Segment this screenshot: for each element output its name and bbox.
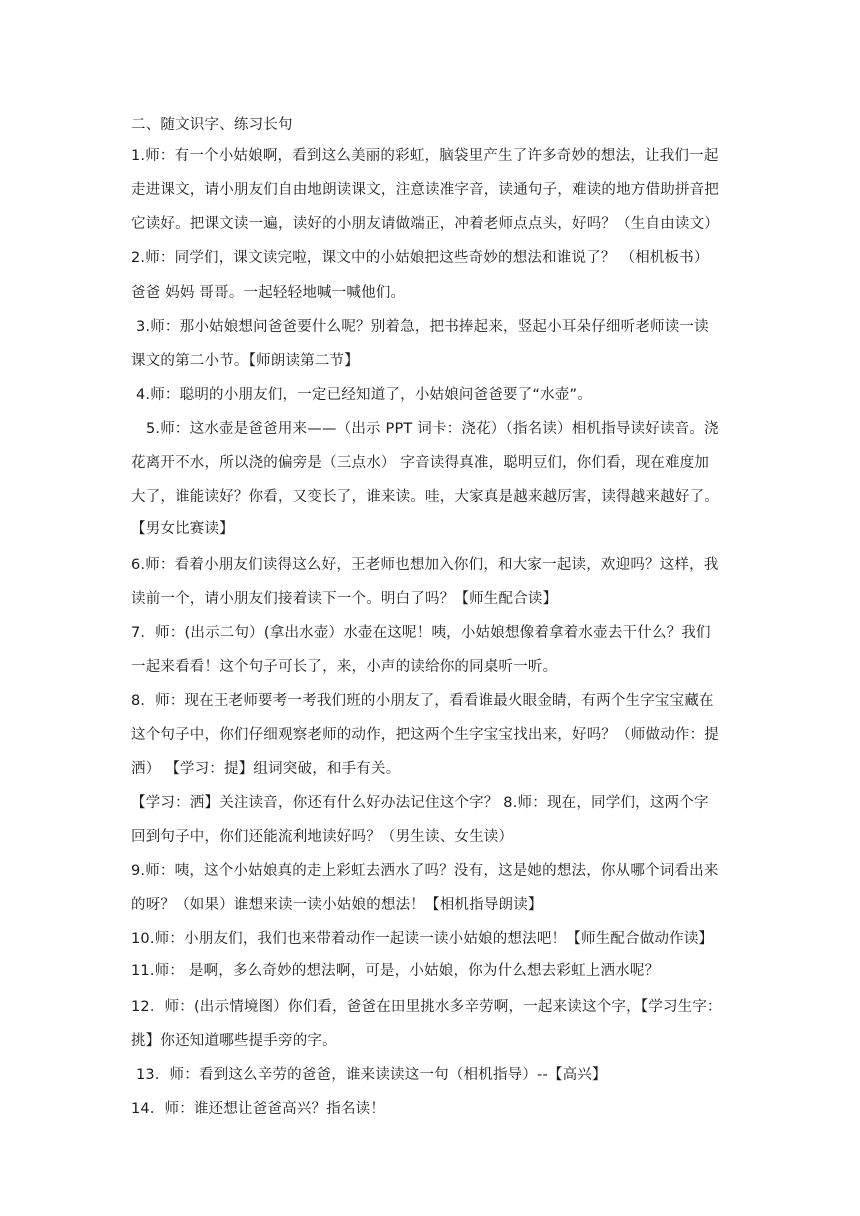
text-line: 【男女比赛读】	[131, 521, 234, 537]
text-line: 7．师：(出示二句）(拿出水壶）水壶在这呢！咦，小姑娘想像着拿着水壶去干什么？我们	[131, 625, 711, 641]
text-line: 花离开不水，所以浇的偏旁是（三点水） 字音读得真准，聪明豆们，你们看，现在难度加	[131, 455, 710, 471]
text-line: 5.师：这水壶是爸爸用来——（出示 PPT 词卡：浇花）（指名读）相机指导读好读音。浇	[146, 421, 719, 437]
text-line: 9.师：咦，这个小姑娘真的走上彩虹去洒水了吗？没有，这是她的想法，你从哪个词看出来	[131, 863, 719, 879]
text-line: 12．师：(出示情境图）你们看，爸爸在田里挑水多辛劳啊，一起来读这个字，【学习生字：	[131, 999, 722, 1015]
section-heading: 二、随文识字、练习长句	[131, 117, 293, 133]
text-line: 洒） 【学习：提】组词突破，和手有关。	[131, 761, 401, 777]
text-line: 10.师：小朋友们，我们也来带着动作一起读一读小姑娘的想法吧！【师生配合做动作读】	[131, 931, 714, 947]
text-line: 读前一个，请小朋友们接着读下一个。明白了吗？【师生配合读】	[131, 591, 558, 607]
text-line: 11.师： 是啊，多么奇妙的想法啊，可是，小姑娘，你为什么想去彩虹上洒水呢？	[131, 963, 660, 979]
text-line: 走进课文，请小朋友们自由地朗读课文，注意读准字音，读通句子，难读的地方借助拼音把	[131, 182, 719, 198]
text-line: 回到句子中，你们还能流利地读好吗？（男生读、女生读）	[131, 829, 514, 845]
text-line: 一起来看看！这个句子可长了，来，小声的读给你的同桌听一听。	[131, 659, 558, 675]
text-line: 它读好。把课文读一遍，读好的小朋友请做端正，冲着老师点点头，好吗？（生自由读文）	[131, 216, 719, 232]
text-line: 2.师：同学们，课文读完啦，课文中的小姑娘把这些奇妙的想法和谁说了？ （相机板书）	[131, 250, 709, 266]
text-line: 6.师：看着小朋友们读得这么好，王老师也想加入你们，和大家一起读，欢迎吗？这样，我	[131, 557, 719, 573]
text-line: 3.师：那小姑娘想问爸爸要什么呢？别着急，把书捧起来，竖起小耳朵仔细听老师读一读	[136, 319, 709, 335]
text-line: 爸爸 妈妈 哥哥。一起轻轻地喊一喊他们。	[131, 285, 406, 301]
text-line: 1.师：有一个小姑娘啊，看到这么美丽的彩虹，脑袋里产生了许多奇妙的想法，让我们一起	[131, 148, 719, 164]
text-line: 13．师：看到这么辛劳的爸爸，谁来读读这一句（相机指导）--【高兴】	[136, 1067, 607, 1083]
text-line: 大了，谁能读好？你看，又变长了，谁来读。哇，大家真是越来越厉害，读得越来越好了。	[131, 489, 719, 505]
text-line: 14．师：谁还想让爸爸高兴？指名读！	[131, 1101, 386, 1117]
text-line: 课文的第二小节。【师朗读第二节】	[131, 353, 359, 369]
text-line: 的呀？（如果）谁想来读一读小姑娘的想法！【相机指导朗读】	[131, 897, 543, 913]
text-line: 4.师：聪明的小朋友们，一定已经知道了，小姑娘问爸爸要了“水壶”。	[136, 387, 592, 403]
text-line: 这个句子中，你们仔细观察老师的动作，把这两个生字宝宝找出来，好吗？（师做动作：提	[131, 727, 719, 743]
text-line: 挑】你还知道哪些提手旁的字。	[131, 1033, 337, 1049]
text-line: 【学习：洒】关注读音，你还有什么好办法记住这个字？ 8.师：现在，同学们，这两个字	[131, 795, 709, 811]
text-line: 8．师：现在王老师要考一考我们班的小朋友了，看看谁最火眼金睛，有两个生字宝宝藏在	[131, 693, 714, 709]
